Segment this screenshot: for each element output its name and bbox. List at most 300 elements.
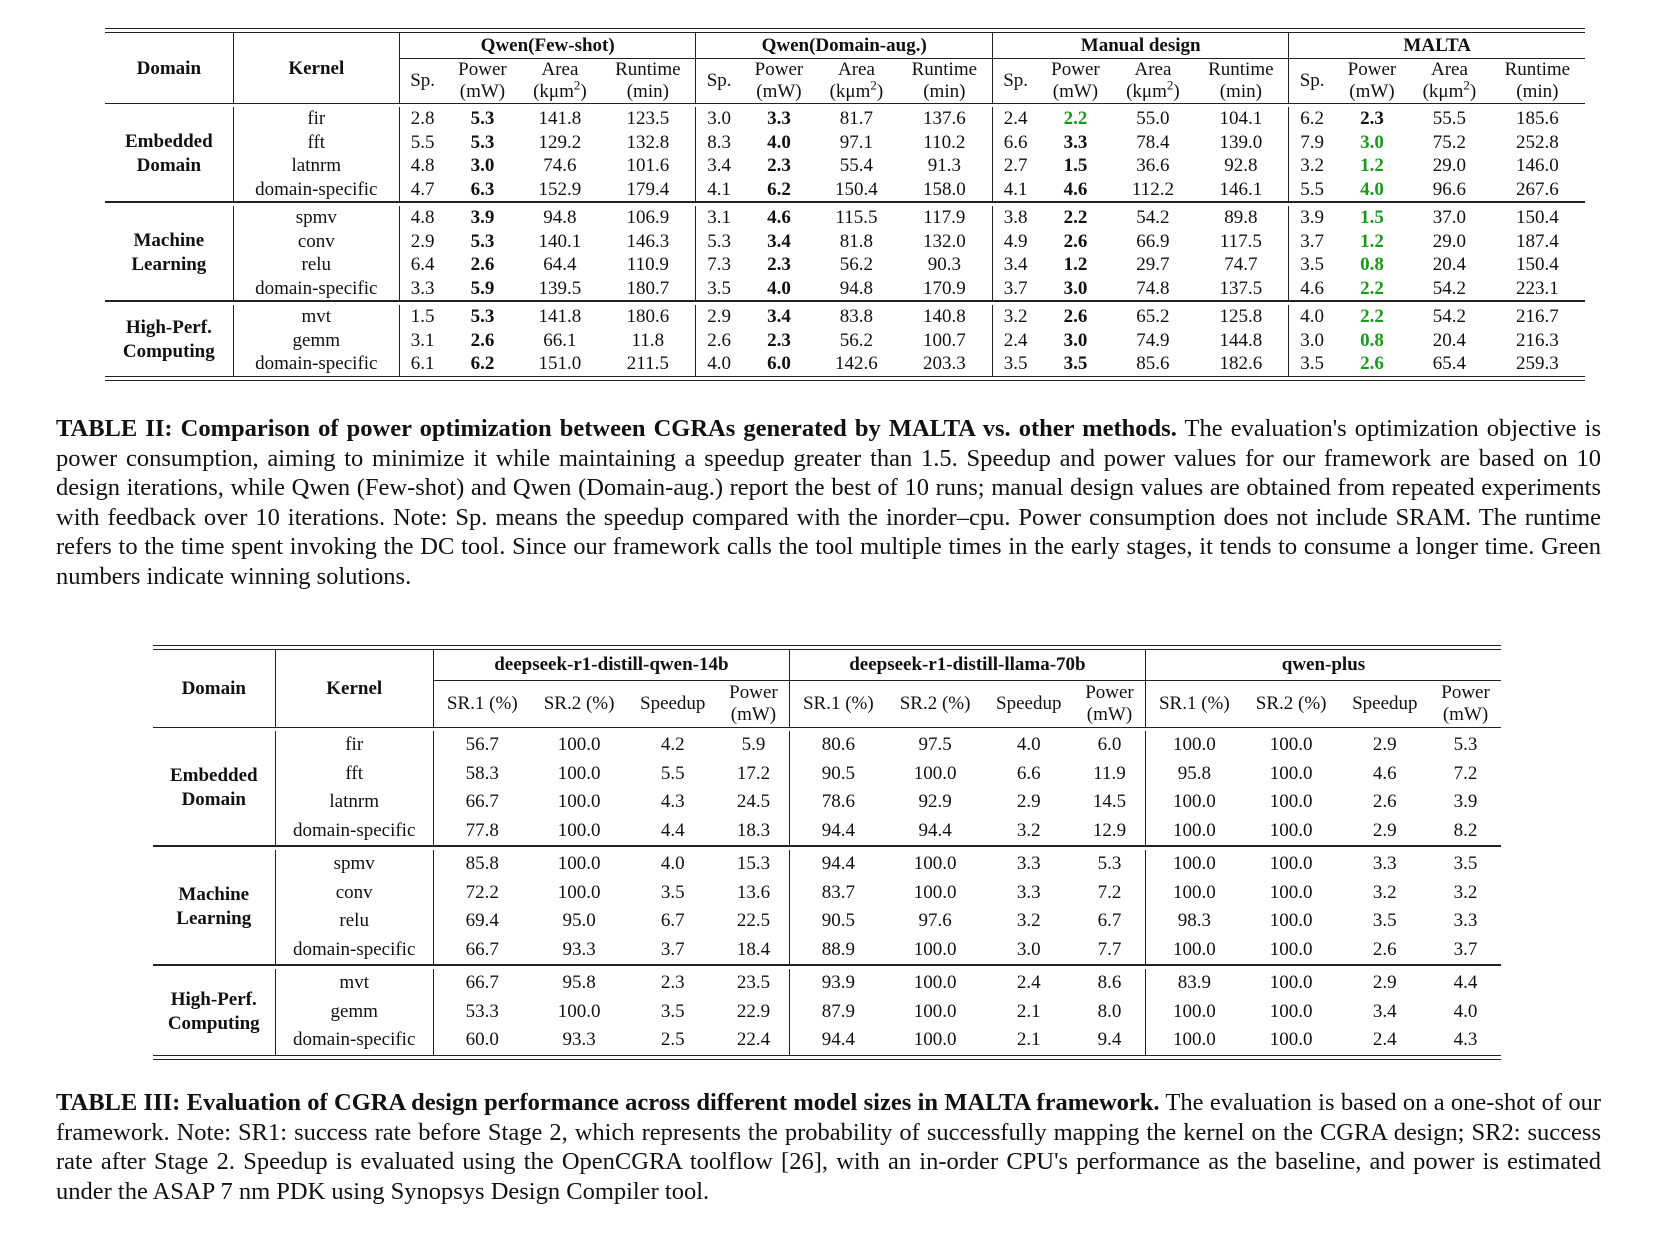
table-cell: 89.8 [1224, 207, 1258, 228]
table-cell: 3.8 [992, 206, 1038, 230]
table-cell: 3.2 [1453, 881, 1478, 903]
column-subheader: Runtime (min) [1208, 59, 1274, 102]
table-cell: 180.6 [626, 306, 670, 327]
table-cell: 100.0 [557, 819, 601, 841]
table-cell: 20.4 [1432, 329, 1467, 351]
table-cell: 4.8 [399, 154, 445, 178]
table-ii-caption-title: TABLE II: Comparison of power optimization between CGRAs generated by MALTA vs. other methods. [56, 415, 1177, 442]
table-cell: 223.1 [1515, 277, 1559, 299]
table-cell: 64.4 [543, 254, 577, 275]
table-cell: 100.0 [1269, 853, 1313, 874]
table-cell: 3.2 [1289, 154, 1335, 178]
table-cell: 1.2 [1063, 254, 1088, 275]
table-cell: 100.7 [922, 329, 966, 351]
table-cell: 2.3 [660, 972, 685, 993]
table-cell: 3.0 [696, 107, 742, 131]
kernel-name: domain-specific [233, 178, 399, 202]
table-cell: 252.8 [1515, 131, 1559, 153]
column-subheader: Area (kμm$^2$) [829, 59, 884, 102]
table-cell: 6.6 [1016, 762, 1041, 784]
column-header-domain: Domain [105, 33, 233, 104]
table-cell: 2.4 [1016, 972, 1041, 993]
table-cell: 56.2 [839, 254, 874, 275]
column-subheader: SR.1 (%) [789, 681, 886, 728]
column-subheader: Power (mW) [1085, 682, 1134, 725]
table-cell: 78.6 [789, 788, 886, 817]
table-cell: 5.5 [1289, 178, 1335, 202]
table-cell: 6.4 [399, 253, 445, 277]
table-cell: 2.9 [1372, 819, 1397, 841]
table-ii-header [105, 29, 1585, 108]
table-cell: 6.0 [1097, 734, 1122, 755]
table-cell: 2.6 [1360, 353, 1384, 374]
table-cell: 80.6 [789, 731, 886, 760]
table-cell: 100.0 [1269, 819, 1313, 841]
table-cell: 93.3 [562, 1029, 596, 1050]
table-iii-header [153, 646, 1501, 732]
table-cell: 259.3 [1515, 353, 1559, 374]
table-iii-caption [56, 1088, 1601, 1206]
table-cell: 11.8 [631, 329, 665, 351]
table-cell: 132.8 [626, 131, 670, 153]
table-cell: 1.2 [1360, 230, 1384, 252]
table-cell: 2.6 [696, 329, 742, 353]
table-cell: 5.3 [470, 306, 495, 327]
table-cell: 4.1 [696, 178, 742, 202]
table-cell: 2.4 [1372, 1029, 1397, 1050]
column-header-kernel: Kernel [233, 33, 399, 104]
table-cell: 2.1 [1016, 1029, 1041, 1050]
table-cell: 3.4 [1372, 1000, 1397, 1022]
table-cell: 101.6 [626, 155, 670, 176]
table-cell: 83.9 [1145, 969, 1242, 998]
table-cell: 3.2 [1016, 819, 1041, 841]
table-cell: 97.5 [918, 734, 952, 755]
table-cell: 4.2 [660, 734, 685, 755]
table-cell: 18.4 [736, 938, 771, 960]
table-cell: 100.0 [913, 1000, 957, 1022]
rule [153, 1059, 1501, 1060]
table-cell: 182.6 [1219, 353, 1263, 374]
table-cell: 106.9 [626, 207, 670, 228]
table-cell: 1.5 [1360, 207, 1384, 228]
column-subheader: Speedup [996, 693, 1062, 714]
table-cell: 7.9 [1289, 131, 1335, 155]
table-cell: 150.4 [835, 178, 878, 200]
table-cell: 139.0 [1219, 131, 1263, 153]
kernel-name: gemm [275, 998, 433, 1027]
kernel-name: domain-specific [275, 817, 433, 846]
table-cell: 100.0 [913, 938, 957, 960]
kernel-name: fir [233, 107, 399, 131]
table-cell: 216.3 [1515, 329, 1559, 351]
table-cell: 7.7 [1097, 938, 1122, 960]
column-subheader: Runtime (min) [1504, 59, 1571, 102]
table-cell: 5.3 [1453, 734, 1478, 755]
table-cell: 60.0 [433, 1026, 530, 1055]
table-cell: 2.6 [1063, 230, 1088, 252]
table-cell: 65.4 [1432, 353, 1467, 374]
table-cell: 2.4 [992, 329, 1038, 353]
table-cell: 55.0 [1136, 108, 1170, 129]
column-subheader: Power (mW) [1347, 59, 1397, 102]
table-cell: 100.0 [557, 791, 601, 812]
table-cell: 81.8 [839, 230, 874, 252]
table-row [105, 154, 1585, 178]
domain-label-line: High-Perf. [170, 988, 257, 1010]
table-cell: 139.5 [538, 277, 582, 299]
rule [105, 380, 1585, 381]
table-cell: 5.5 [399, 131, 445, 155]
table-cell: 2.2 [1360, 277, 1384, 299]
table-cell: 66.7 [433, 969, 530, 998]
table-cell: 117.5 [1219, 230, 1262, 252]
table-cell: 100.0 [913, 853, 957, 874]
table-row [153, 817, 1501, 846]
table-cell: 54.2 [1432, 277, 1467, 299]
table-cell: 100.0 [1269, 972, 1313, 993]
table-cell: 100.0 [1145, 936, 1242, 965]
kernel-name: relu [233, 253, 399, 277]
table-cell: 2.9 [399, 230, 445, 254]
table-cell: 4.6 [767, 207, 791, 228]
column-group-header: deepseek-r1-distill-qwen-14b [433, 650, 789, 681]
table-cell: 100.0 [557, 1000, 601, 1022]
table-row [105, 352, 1585, 376]
table-cell: 3.3 [1016, 881, 1041, 903]
table-cell: 66.7 [433, 788, 530, 817]
domain-label [153, 850, 275, 965]
column-subheader: Area (kμm$^2$) [1126, 59, 1180, 102]
table-cell: 15.3 [736, 853, 771, 874]
table-cell: 150.4 [1515, 207, 1559, 228]
table-cell: 100.0 [1145, 788, 1242, 817]
table-row [105, 178, 1585, 202]
domain-label [105, 107, 233, 202]
kernel-name: fft [233, 131, 399, 155]
column-header-kernel: Kernel [275, 650, 433, 728]
table-cell: 12.9 [1092, 819, 1127, 841]
table-cell: 2.5 [660, 1029, 685, 1050]
table-cell: 0.8 [1360, 329, 1384, 351]
table-cell: 78.4 [1136, 131, 1170, 153]
table-cell: 3.7 [1453, 938, 1478, 960]
table-cell: 2.9 [1372, 972, 1397, 993]
table-cell: 3.3 [1453, 910, 1478, 931]
table-cell: 85.8 [433, 850, 530, 879]
table-row [153, 760, 1501, 789]
column-subheader: Runtime (min) [911, 59, 978, 102]
table-cell: 4.0 [1360, 178, 1384, 200]
table-cell: 2.3 [1360, 108, 1384, 129]
table-cell: 3.7 [1289, 230, 1335, 254]
table-cell: 66.1 [543, 329, 577, 351]
table-cell: 58.3 [433, 760, 530, 789]
table-cell: 4.4 [1453, 972, 1478, 993]
table-cell: 3.9 [1289, 206, 1335, 230]
table-cell: 3.0 [1063, 329, 1088, 351]
table-cell: 14.5 [1092, 791, 1127, 812]
table-cell: 6.7 [1097, 910, 1122, 931]
table-cell: 69.4 [433, 907, 530, 936]
table-cell: 4.0 [767, 131, 791, 153]
table-cell: 22.5 [736, 910, 771, 931]
column-subheader: SR.2 (%) [543, 693, 615, 714]
kernel-name: domain-specific [275, 936, 433, 965]
table-cell: 3.3 [1063, 131, 1088, 153]
table-cell: 7.2 [1453, 762, 1478, 784]
column-group-header: Qwen(Few-shot) [399, 33, 696, 59]
table-cell: 158.0 [922, 178, 966, 200]
table-cell: 100.0 [1145, 850, 1242, 879]
domain-label-line: Embedded [125, 131, 213, 152]
column-subheader: SR.1 (%) [433, 681, 530, 728]
table-cell: 267.6 [1515, 178, 1559, 200]
table-cell: 90.5 [789, 760, 886, 789]
table-row [153, 907, 1501, 936]
table-cell: 3.0 [1016, 938, 1041, 960]
table-cell: 4.3 [1453, 1029, 1478, 1050]
table-cell: 74.7 [1224, 254, 1258, 275]
column-subheader: Power (mW) [754, 59, 804, 102]
table-cell: 17.2 [736, 762, 771, 784]
table-cell: 83.8 [839, 306, 874, 327]
header-row-groups [153, 650, 1501, 681]
column-group-header: qwen-plus [1145, 650, 1501, 681]
table-cell: 85.6 [1136, 353, 1170, 374]
table-cell: 37.0 [1432, 207, 1467, 228]
table-cell: 5.5 [660, 762, 685, 784]
table-cell: 2.6 [470, 329, 495, 351]
column-subheader: Power (mW) [729, 682, 778, 725]
table-cell: 100.0 [557, 881, 601, 903]
table-cell: 97.6 [918, 910, 952, 931]
table-cell: 3.5 [1453, 853, 1478, 874]
table-cell: 22.9 [736, 1000, 771, 1022]
table-cell: 6.2 [767, 178, 791, 200]
table-cell: 36.6 [1136, 155, 1170, 176]
table-row [153, 1026, 1501, 1055]
table-cell: 74.6 [543, 155, 577, 176]
table-cell: 4.4 [660, 819, 685, 841]
table-cell: 100.0 [1145, 879, 1242, 908]
table-cell: 0.8 [1360, 254, 1384, 275]
table-cell: 100.0 [1269, 881, 1313, 903]
table-cell: 77.8 [433, 817, 530, 846]
table-cell: 3.3 [399, 277, 445, 301]
column-subheader: Runtime (min) [615, 59, 681, 102]
kernel-name: domain-specific [275, 1026, 433, 1055]
column-subheader: Power (mW) [1441, 682, 1490, 725]
table-cell: 4.6 [1372, 762, 1397, 784]
table-cell: 8.3 [696, 131, 742, 155]
table-cell: 3.7 [992, 277, 1038, 301]
table-cell: 22.4 [736, 1029, 771, 1050]
table-cell: 100.0 [913, 881, 957, 903]
kernel-name: relu [275, 907, 433, 936]
table-cell: 65.2 [1136, 306, 1170, 327]
table-cell: 100.0 [913, 972, 957, 993]
table-cell: 72.2 [433, 879, 530, 908]
kernel-name: spmv [233, 206, 399, 230]
table-cell: 5.3 [1097, 853, 1122, 874]
table-cell: 2.2 [1360, 306, 1384, 327]
table-cell: 5.9 [470, 277, 495, 299]
kernel-name: domain-specific [233, 277, 399, 301]
table-cell: 83.7 [789, 879, 886, 908]
kernel-name: mvt [233, 305, 399, 329]
kernel-name: spmv [275, 850, 433, 879]
table-cell: 54.2 [1432, 306, 1467, 327]
table-cell: 3.5 [1289, 352, 1335, 376]
table-row [105, 305, 1585, 329]
table-cell: 94.8 [543, 207, 577, 228]
table-cell: 104.1 [1219, 108, 1263, 129]
domain-label-line: Learning [131, 254, 207, 275]
table-cell: 2.3 [767, 254, 791, 275]
table-cell: 11.9 [1093, 762, 1126, 784]
table-cell: 4.0 [767, 277, 791, 299]
table-cell: 7.3 [696, 253, 742, 277]
table-cell: 4.3 [660, 791, 685, 812]
column-subheader: Speedup [640, 693, 706, 714]
table-cell: 144.8 [1219, 329, 1263, 351]
table-row [153, 879, 1501, 908]
table-cell: 110.2 [923, 131, 966, 153]
table-cell: 3.4 [767, 230, 791, 252]
table-row [105, 107, 1585, 131]
kernel-name: latnrm [233, 154, 399, 178]
table-row [153, 936, 1501, 965]
table-row [105, 131, 1585, 155]
kernel-name: latnrm [275, 788, 433, 817]
table-cell: 4.6 [1289, 277, 1335, 301]
table-cell: 117.9 [923, 207, 966, 228]
table-cell: 95.8 [1145, 760, 1242, 789]
table-cell: 3.0 [470, 155, 495, 176]
domain-label [153, 969, 275, 1055]
table-cell: 98.3 [1145, 907, 1242, 936]
table-cell: 2.6 [1063, 306, 1088, 327]
domain-label-line: Machine [178, 884, 250, 905]
table-cell: 179.4 [626, 178, 670, 200]
table-cell: 6.6 [992, 131, 1038, 155]
table-cell: 2.6 [1372, 938, 1397, 960]
table-ii-caption-body: The evaluation's optimization objective is power consumption, aiming to minimize it while maintaining a speedup greater than 1.5. Speedup and power values for our framework are based on 10 design iterations, while Qwen (Few-shot) and Qwen (Domain-aug.) report the best of 10 runs; manual design values are obtained from repeated experiments with feedback over 10 iterations. Note: Sp. means the speedup compared with the inorder–cpu. Power consumption does not include SRAM. The runtime refers to the time spent invoking the DC tool. Since our framework calls the tool multiple times in the early stages, it tends to consume a longer time. Green numbers indicate winning solutions. [56, 415, 1601, 590]
table-cell: 20.4 [1432, 254, 1467, 275]
table-iii-caption-title: TABLE III: Evaluation of CGRA design performance across different model sizes in MALTA framework. [56, 1089, 1160, 1116]
table-cell: 2.8 [399, 107, 445, 131]
table-cell: 112.2 [1131, 178, 1174, 200]
table-cell: 100.0 [1269, 1029, 1313, 1050]
table-cell: 4.1 [992, 178, 1038, 202]
column-subheader: Power (mW) [458, 59, 507, 102]
table-cell: 100.0 [1269, 791, 1313, 812]
table-cell: 2.9 [696, 305, 742, 329]
table-cell: 146.3 [626, 230, 670, 252]
table-cell: 3.0 [1063, 277, 1088, 299]
table-cell: 29.0 [1432, 155, 1467, 176]
kernel-name: mvt [275, 969, 433, 998]
table-cell: 2.1 [1016, 1000, 1041, 1022]
table-cell: 2.3 [767, 329, 791, 351]
table-cell: 129.2 [538, 131, 582, 153]
table-cell: 29.7 [1136, 254, 1170, 275]
table-cell: 8.6 [1097, 972, 1122, 993]
table-cell: 123.5 [626, 108, 670, 129]
column-group-header: Qwen(Domain-aug.) [696, 33, 993, 59]
table-row [153, 731, 1501, 760]
table-row [105, 253, 1585, 277]
table-cell: 3.1 [696, 206, 742, 230]
table-cell: 100.0 [1269, 1000, 1313, 1022]
table-cell: 3.4 [992, 253, 1038, 277]
column-group-header: deepseek-r1-distill-llama-70b [789, 650, 1145, 681]
table-cell: 137.6 [922, 108, 966, 129]
header-row-groups [105, 33, 1585, 59]
table-cell: 96.6 [1432, 178, 1467, 200]
table-cell: 2.3 [767, 155, 791, 176]
column-subheader: Sp. [1289, 59, 1335, 104]
table-cell: 66.7 [433, 936, 530, 965]
domain-label [105, 305, 233, 376]
table-cell: 6.2 [470, 353, 495, 374]
table-cell: 3.9 [1453, 791, 1478, 812]
column-subheader: SR.2 (%) [1255, 693, 1327, 714]
table-cell: 18.3 [736, 819, 771, 841]
table-cell: 146.0 [1515, 155, 1559, 176]
table-cell: 6.0 [767, 353, 791, 374]
table-iii-caption-body: The evaluation is based on a one-shot of our framework. Note: SR1: success rate before Stage 2, which represents the probability of successfully mapping the kernel on the CGRA design; SR2: success rate after Stage 2. Speedup is evaluated using the OpenCGRA toolflow [26], with an in-order CPU's performance as the baseline, and power is estimated under the ASAP 7 nm PDK using Synopsys Design Compiler tool. [56, 1089, 1601, 1205]
table-cell: 6.1 [399, 352, 445, 376]
table-cell: 3.5 [660, 881, 685, 903]
table-cell: 211.5 [626, 353, 669, 374]
column-subheader: Power (mW) [1051, 59, 1100, 102]
table-cell: 203.3 [922, 353, 966, 374]
kernel-name: conv [233, 230, 399, 254]
table-cell: 5.9 [741, 734, 766, 755]
table-cell: 56.7 [433, 731, 530, 760]
table-ii-body [105, 107, 1585, 381]
table-cell: 3.9 [470, 207, 495, 228]
table-cell: 92.9 [918, 791, 952, 812]
table-ii [105, 28, 1585, 381]
table-cell: 56.2 [839, 329, 874, 351]
table-cell: 187.4 [1515, 230, 1559, 252]
column-subheader: Sp. [399, 59, 445, 104]
table-cell: 5.3 [696, 230, 742, 254]
table-cell: 100.0 [1269, 762, 1313, 784]
table-cell: 94.4 [918, 819, 952, 841]
table-cell: 3.4 [767, 306, 791, 327]
table-cell: 100.0 [1269, 910, 1313, 931]
table-cell: 1.5 [399, 305, 445, 329]
table-cell: 53.3 [433, 998, 530, 1027]
table-cell: 93.3 [562, 938, 596, 960]
table-cell: 3.3 [1372, 853, 1397, 874]
table-cell: 146.1 [1219, 178, 1263, 200]
table-cell: 95.8 [562, 972, 596, 993]
table-cell: 88.9 [789, 936, 886, 965]
table-cell: 150.4 [1515, 254, 1559, 275]
table-cell: 8.2 [1453, 819, 1478, 841]
table-row [105, 277, 1585, 301]
table-cell: 23.5 [736, 972, 771, 993]
table-cell: 87.9 [789, 998, 886, 1027]
table-row [153, 969, 1501, 998]
table-cell: 2.9 [1016, 791, 1041, 812]
table-cell: 94.4 [789, 850, 886, 879]
